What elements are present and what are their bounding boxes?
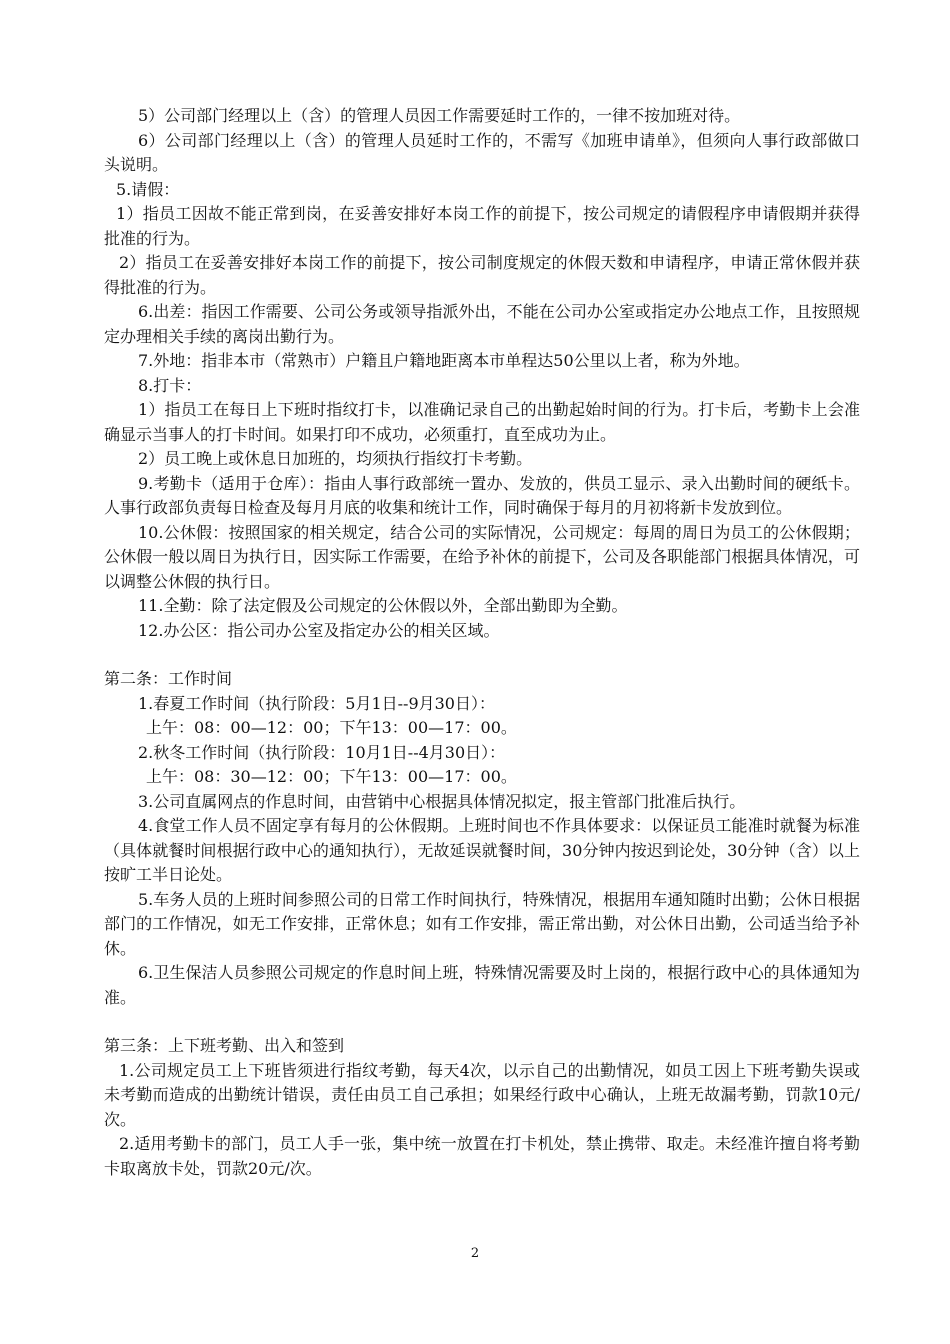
paragraph: 2）指员工在妥善安排好本岗工作的前提下，按公司制度规定的休假天数和申请程序，申请正常休假并获得批准的行为。 [104,253,860,297]
paragraph: 2.秋冬工作时间（执行阶段：10月1日--4月30日）： [138,742,506,762]
paragraph: 1.春夏工作时间（执行阶段：5月1日--9月30日）： [138,693,495,713]
paragraph: 1）指员工在每日上下班时指纹打卡，以准确记录自己的出勤起始时间的行为。打卡后，考勤卡上会准确显示当事人的打卡时间。如果打印不成功，必须重打，直至成功为止。 [104,400,860,444]
article-heading: 第三条：上下班考勤、出入和签到 [104,1036,345,1055]
paragraph: 4.食堂工作人员不固定享有每月的公休假期。上班时间也不作具体要求：以保证员工能准时就餐为标准（具体就餐时间根据行政中心的通知执行），无故延误就餐时间，30分钟内按迟到论处，30分钟（含）以上按旷工半日论处。 [104,816,860,884]
paragraph: 5.车务人员的上班时间参照公司的日常工作时间执行，特殊情况，根据用车通知随时出勤；公休日根据部门的工作情况，如无工作安排，正常休息；如有工作安排，需正常出勤，对公休日出勤，公司适当给予补休。 [104,889,860,958]
paragraph: 12.办公区：指公司办公室及指定办公的相关区域。 [138,620,500,640]
paragraph: 5）公司部门经理以上（含）的管理人员因工作需要延时工作的，一律不按加班对待。 [138,106,741,125]
paragraph: 6.出差：指因工作需要、公司公务或领导指派外出，不能在公司办公室或指定办公地点工作，且按照规定办理相关手续的离岗出勤行为。 [104,302,860,346]
paragraph: 3.公司直属网点的作息时间，由营销中心根据具体情况拟定，报主管部门批准后执行。 [138,791,746,811]
paragraph: 6.卫生保洁人员参照公司规定的作息时间上班，特殊情况需要及时上岗的，根据行政中心的具体通知为准。 [104,963,860,1007]
document-page [104,104,860,1181]
paragraph: 6）公司部门经理以上（含）的管理人员延时工作的，不需写《加班申请单》，但须向人事行政部做口头说明。 [104,130,860,174]
schedule-line: 上午：08：30—12：00；下午13：00—17：00。 [146,767,517,786]
article-heading: 第二条：工作时间 [104,669,233,688]
paragraph: 2）员工晚上或休息日加班的，均须执行指纹打卡考勤。 [138,449,533,468]
paragraph: 1.公司规定员工上下班皆须进行指纹考勤，每天4次，以示自己的出勤情况，如员工因上下班考勤失误或未考勤而造成的出勤统计错误，责任由员工自己承担；如果经行政中心确认，上班无故漏考勤，罚款10元/次。 [104,1060,860,1129]
paragraph: 9.考勤卡（适用于仓库）：指由人事行政部统一置办、发放的，供员工显示、录入出勤时间的硬纸卡。人事行政部负责每日检查及每月月底的收集和统计工作，同时确保于每月的月初将新卡发放到位。 [104,473,860,517]
paragraph: 1）指员工因故不能正常到岗，在妥善安排好本岗工作的前提下，按公司规定的请假程序申请假期并获得批准的行为。 [104,204,860,248]
schedule-line: 上午：08：00—12：00；下午13：00—17：00。 [146,718,517,737]
paragraph: 2.适用考勤卡的部门，员工人手一张，集中统一放置在打卡机处，禁止携带、取走。未经准许擅自将考勤卡取离放卡处，罚款20元/次。 [104,1134,860,1178]
paragraph: 10.公休假：按照国家的相关规定，结合公司的实际情况，公司规定：每周的周日为员工的公休假期；公休假一般以周日为执行日，因实际工作需要，在给予补休的前提下，公司及各职能部门根据具体情况，可以调整公休假的执行日。 [104,522,860,591]
section-heading: 8.打卡： [138,375,202,395]
section-heading: 5.请假： [116,179,180,199]
paragraph: 11.全勤：除了法定假及公司规定的公休假以外，全部出勤即为全勤。 [138,596,628,615]
page-number: 2 [470,1246,480,1261]
paragraph: 7.外地：指非本市（常熟市）户籍且户籍地距离本市单程达50公里以上者，称为外地。 [138,351,750,370]
